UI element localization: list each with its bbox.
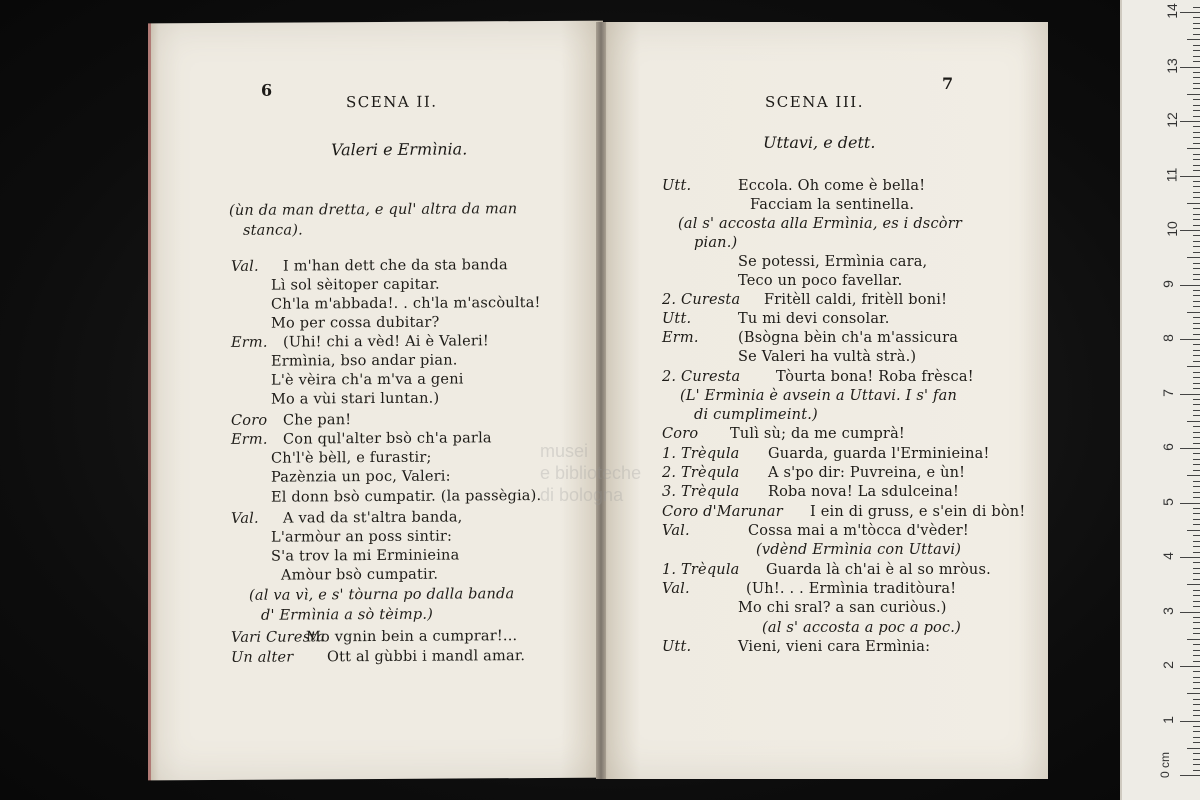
verse-line: (Bsògna bèin ch'a m'assicura bbox=[738, 330, 959, 346]
stage-direction: pian.) bbox=[694, 235, 738, 251]
ruler-tick bbox=[1193, 165, 1200, 166]
stage-direction: (L' Ermìnia è avsein a Uttavi. I s' fan bbox=[680, 388, 957, 404]
ruler-tick bbox=[1193, 214, 1200, 215]
verse-line: Vieni, vieni cara Ermìnia: bbox=[738, 639, 931, 655]
verse-line: El donn bsò cumpatir. (la passègia). bbox=[271, 487, 542, 506]
ruler-tick bbox=[1193, 306, 1200, 307]
ruler-tick bbox=[1193, 383, 1200, 384]
ruler-tick bbox=[1180, 121, 1200, 122]
verse-line: Facciam la sentinella. bbox=[750, 197, 915, 213]
ruler-tick bbox=[1193, 508, 1200, 509]
verse-line: Cossa mai a m'tòcca d'vèder! bbox=[748, 523, 969, 539]
stage-direction: di cumplimeint.) bbox=[694, 407, 818, 423]
ruler-tick bbox=[1180, 176, 1200, 177]
ruler-tick bbox=[1193, 497, 1200, 498]
ruler-tick bbox=[1193, 301, 1200, 302]
ruler-tick bbox=[1193, 279, 1200, 280]
ruler-tick bbox=[1193, 72, 1200, 73]
ruler-tick bbox=[1193, 699, 1200, 700]
speaker-label: Val. bbox=[662, 581, 690, 597]
left-page bbox=[148, 21, 603, 781]
verse-line: Guarda, guarda l'Erminieina! bbox=[768, 446, 990, 462]
ruler-tick bbox=[1193, 61, 1200, 62]
speaker-label: 2. Curesta bbox=[662, 292, 741, 308]
ruler-tick bbox=[1180, 612, 1200, 613]
speaker-label: Erm. bbox=[662, 330, 699, 346]
speaker-label: Utt. bbox=[662, 178, 692, 194]
ruler-tick bbox=[1193, 399, 1200, 400]
ruler-tick bbox=[1187, 530, 1200, 531]
ruler-tick bbox=[1193, 323, 1200, 324]
stage-direction: (vdènd Ermìnia con Uttavi) bbox=[756, 542, 962, 558]
ruler-tick bbox=[1180, 557, 1200, 558]
stage-direction: (al s' accosta a poc a poc.) bbox=[762, 620, 961, 636]
ruler-tick bbox=[1193, 590, 1200, 591]
ruler-tick bbox=[1193, 492, 1200, 493]
ruler-tick bbox=[1193, 622, 1200, 623]
ruler-number: 14 bbox=[1163, 3, 1180, 19]
ruler-tick bbox=[1193, 181, 1200, 182]
ruler-tick bbox=[1193, 753, 1200, 754]
ruler-tick bbox=[1193, 688, 1200, 689]
ruler-tick bbox=[1187, 475, 1200, 476]
ruler-tick bbox=[1193, 552, 1200, 553]
ruler-tick bbox=[1187, 693, 1200, 694]
ruler-tick bbox=[1193, 241, 1200, 242]
ruler-tick bbox=[1193, 252, 1200, 253]
verse-line: A s'po dir: Puvreina, e ùn! bbox=[768, 465, 966, 481]
ruler-tick bbox=[1193, 682, 1200, 683]
ruler-tick bbox=[1193, 132, 1200, 133]
speaker-label: 3. Trèqula bbox=[662, 484, 740, 500]
ruler-tick bbox=[1193, 519, 1200, 520]
ruler-tick bbox=[1193, 137, 1200, 138]
verse-line: Pazènzia un poc, Valeri: bbox=[271, 468, 451, 486]
ruler-tick bbox=[1193, 541, 1200, 542]
ruler-tick bbox=[1193, 579, 1200, 580]
ruler-tick bbox=[1193, 443, 1200, 444]
verse-line: (Uh!. . . Ermìnia traditòura! bbox=[746, 581, 957, 597]
ruler-tick bbox=[1180, 503, 1200, 504]
ruler-tick bbox=[1193, 192, 1200, 193]
ruler-tick bbox=[1180, 775, 1200, 776]
ruler-tick bbox=[1193, 154, 1200, 155]
ruler-tick bbox=[1193, 715, 1200, 716]
ruler-tick bbox=[1193, 295, 1200, 296]
ruler-number: 9 bbox=[1159, 279, 1176, 288]
ruler-tick bbox=[1193, 535, 1200, 536]
ruler-tick bbox=[1193, 328, 1200, 329]
verse-line: Tòurta bona! Roba frèsca! bbox=[776, 369, 974, 385]
ruler-tick bbox=[1193, 601, 1200, 602]
ruler-number: 11 bbox=[1163, 167, 1180, 182]
verse-line: Roba nova! La sdulceina! bbox=[768, 484, 960, 500]
ruler-tick bbox=[1193, 23, 1200, 24]
ruler-tick bbox=[1193, 377, 1200, 378]
ruler-tick bbox=[1180, 230, 1200, 231]
ruler-tick bbox=[1193, 99, 1200, 100]
page-number-right: 7 bbox=[942, 74, 954, 93]
verse-line: Guarda là ch'ai è al so mròus. bbox=[766, 562, 991, 578]
ruler-tick bbox=[1193, 671, 1200, 672]
speaker-label: 1. Trèqula bbox=[662, 562, 740, 578]
ruler-tick bbox=[1180, 721, 1200, 722]
ruler-tick bbox=[1193, 742, 1200, 743]
verse-line: A vad da st'altra banda, bbox=[283, 509, 463, 527]
ruler-tick bbox=[1180, 285, 1200, 286]
speaker-label: 2. Trèqula bbox=[662, 465, 740, 481]
right-page bbox=[600, 22, 1048, 779]
ruler-tick bbox=[1193, 246, 1200, 247]
ruler-number: 10 bbox=[1163, 221, 1180, 237]
ruler-number: 8 bbox=[1159, 334, 1176, 342]
ruler-tick bbox=[1193, 116, 1200, 117]
verse-line: Teco un poco favellar. bbox=[738, 273, 903, 289]
ruler-tick bbox=[1180, 67, 1200, 68]
measurement-ruler bbox=[1120, 0, 1200, 800]
verse-line: Mo chi sral? a san curiòus.) bbox=[738, 600, 947, 616]
speaker-label: Erm. bbox=[231, 334, 268, 351]
ruler-tick bbox=[1193, 372, 1200, 373]
ruler-tick bbox=[1193, 404, 1200, 405]
page-number-left: 6 bbox=[261, 80, 273, 100]
ruler-tick bbox=[1193, 17, 1200, 18]
ruler-tick bbox=[1193, 110, 1200, 111]
verse-line: Tulì sù; da me cumprà! bbox=[730, 426, 905, 442]
ruler-tick bbox=[1187, 39, 1200, 40]
verse-line: I ein di gruss, e s'ein di bòn! bbox=[810, 504, 1026, 520]
ruler-tick bbox=[1187, 584, 1200, 585]
ruler-tick bbox=[1193, 186, 1200, 187]
speaker-label: Coro bbox=[231, 412, 268, 429]
ruler-tick bbox=[1187, 94, 1200, 95]
ruler-number: 13 bbox=[1163, 57, 1180, 74]
ruler-tick bbox=[1187, 257, 1200, 258]
ruler-number: 1 bbox=[1159, 715, 1176, 724]
ruler-tick bbox=[1193, 437, 1200, 438]
stage-direction: (ùn da man dretta, e qul' altra da man bbox=[229, 201, 518, 219]
ruler-tick bbox=[1193, 737, 1200, 738]
ruler-tick bbox=[1193, 126, 1200, 127]
ruler-tick bbox=[1193, 633, 1200, 634]
ruler-tick bbox=[1193, 235, 1200, 236]
speaker-label: Val. bbox=[662, 523, 690, 539]
ruler-tick bbox=[1187, 748, 1200, 749]
ruler-number: 5 bbox=[1159, 497, 1176, 506]
ruler-tick bbox=[1193, 464, 1200, 465]
ruler-tick bbox=[1187, 366, 1200, 367]
speaker-label: Erm. bbox=[231, 431, 268, 448]
speaker-label: Coro bbox=[662, 426, 699, 442]
ruler-tick bbox=[1193, 225, 1200, 226]
ruler-tick bbox=[1193, 274, 1200, 275]
verse-line: Ch'la m'abbada!. . ch'la m'ascòulta! bbox=[271, 294, 541, 313]
ruler-tick bbox=[1180, 339, 1200, 340]
verse-line: Tu mi devi consolar. bbox=[738, 311, 890, 327]
ruler-tick bbox=[1193, 88, 1200, 89]
scene-title-right: SCENA III. bbox=[765, 93, 864, 111]
ruler-tick bbox=[1193, 628, 1200, 629]
ruler-number: 3 bbox=[1159, 606, 1176, 615]
verse-line: Se potessi, Ermìnia cara, bbox=[738, 254, 928, 270]
ruler-tick bbox=[1193, 77, 1200, 78]
ruler-tick bbox=[1193, 606, 1200, 607]
ruler-tick bbox=[1187, 421, 1200, 422]
speaker-label: 2. Curesta bbox=[662, 369, 741, 385]
ruler-tick bbox=[1193, 268, 1200, 269]
ruler-number: 12 bbox=[1163, 112, 1180, 128]
ruler-tick bbox=[1187, 148, 1200, 149]
ruler-tick bbox=[1193, 513, 1200, 514]
speaker-label: Utt. bbox=[662, 311, 692, 327]
ruler-tick bbox=[1187, 203, 1200, 204]
verse-line: Ermìnia, bso andar pian. bbox=[271, 352, 458, 370]
ruler-tick bbox=[1193, 453, 1200, 454]
ruler-tick bbox=[1180, 448, 1200, 449]
ruler-tick bbox=[1193, 661, 1200, 662]
speaker-label: Val. bbox=[231, 510, 259, 527]
ruler-tick bbox=[1180, 12, 1200, 13]
ruler-tick bbox=[1193, 344, 1200, 345]
ruler-tick bbox=[1193, 415, 1200, 416]
speaker-label: Vari Curesta bbox=[231, 629, 326, 646]
speaker-label: Coro d'Marunar bbox=[662, 504, 783, 520]
characters-left: Valeri e Ermìnia. bbox=[331, 139, 468, 160]
ruler-tick bbox=[1193, 34, 1200, 35]
stage-direction: d' Ermìnia a sò tèimp.) bbox=[261, 606, 433, 624]
verse-line: L'armòur an poss sintir: bbox=[271, 528, 453, 546]
verse-line: Se Valeri ha vultà strà.) bbox=[738, 349, 917, 365]
ruler-tick bbox=[1193, 481, 1200, 482]
ruler-tick bbox=[1193, 143, 1200, 144]
characters-right: Uttavi, e dett. bbox=[763, 133, 876, 152]
ruler-number: 2 bbox=[1159, 661, 1176, 669]
watermark-line-3: di bologna bbox=[540, 485, 624, 505]
ruler-tick bbox=[1193, 595, 1200, 596]
ruler-tick bbox=[1193, 644, 1200, 645]
ruler-tick bbox=[1193, 432, 1200, 433]
ruler-tick bbox=[1193, 617, 1200, 618]
ruler-tick bbox=[1193, 568, 1200, 569]
ruler-tick bbox=[1193, 459, 1200, 460]
verse-line: Ott al gùbbi i mandl amar. bbox=[327, 648, 526, 666]
ruler-tick bbox=[1193, 45, 1200, 46]
ruler-tick bbox=[1193, 170, 1200, 171]
verse-line: (Uhi! chi a vèd! Ai è Valeri! bbox=[283, 333, 489, 351]
ruler-tick bbox=[1193, 486, 1200, 487]
museum-watermark bbox=[540, 440, 720, 506]
verse-line: Ch'l'è bèll, e furastir; bbox=[271, 449, 432, 467]
ruler-tick bbox=[1193, 263, 1200, 264]
ruler-tick bbox=[1180, 394, 1200, 395]
ruler-tick bbox=[1193, 290, 1200, 291]
scene-title-left: SCENA II. bbox=[346, 92, 438, 112]
ruler-tick bbox=[1193, 731, 1200, 732]
stage-direction: (al s' accosta alla Ermìnia, es i dscòrr bbox=[678, 216, 962, 232]
ruler-unit-label: 0 cm bbox=[1158, 751, 1173, 779]
book-gutter bbox=[596, 22, 606, 779]
ruler-tick bbox=[1193, 197, 1200, 198]
verse-line: Che pan! bbox=[283, 412, 352, 429]
verse-line: Mo a vùi stari luntan.) bbox=[271, 390, 440, 408]
verse-line: S'a trov la mi Erminieina bbox=[271, 547, 460, 565]
ruler-tick bbox=[1193, 361, 1200, 362]
ruler-tick bbox=[1193, 159, 1200, 160]
ruler-number: 6 bbox=[1159, 443, 1176, 451]
ruler-tick bbox=[1193, 426, 1200, 427]
stage-direction: stanca). bbox=[243, 222, 303, 239]
ruler-tick bbox=[1193, 710, 1200, 711]
speaker-label: Utt. bbox=[662, 639, 692, 655]
verse-line: Amòur bsò cumpatir. bbox=[281, 566, 439, 584]
verse-line: L'è vèira ch'a m'va a geni bbox=[271, 371, 464, 389]
ruler-tick bbox=[1193, 562, 1200, 563]
ruler-tick bbox=[1180, 666, 1200, 667]
ruler-tick bbox=[1193, 764, 1200, 765]
ruler-tick bbox=[1193, 470, 1200, 471]
ruler-tick bbox=[1193, 334, 1200, 335]
verse-line: I m'han dett che da sta banda bbox=[283, 257, 508, 275]
ruler-tick bbox=[1193, 105, 1200, 106]
ruler-tick bbox=[1193, 50, 1200, 51]
stage-direction: (al va vì, e s' tòurna po dalla banda bbox=[249, 586, 515, 604]
verse-line: Fritèll caldi, fritèll boni! bbox=[764, 292, 948, 308]
verse-line: Mo per cossa dubitar? bbox=[271, 314, 440, 332]
verse-line: Con qul'alter bsò ch'a parla bbox=[283, 430, 492, 448]
ruler-tick bbox=[1193, 7, 1200, 8]
ruler-tick bbox=[1193, 317, 1200, 318]
ruler-tick bbox=[1193, 546, 1200, 547]
ruler-tick bbox=[1193, 388, 1200, 389]
ruler-tick bbox=[1193, 355, 1200, 356]
ruler-tick bbox=[1193, 655, 1200, 656]
ruler-tick bbox=[1193, 573, 1200, 574]
verse-line: Eccola. Oh come è bella! bbox=[738, 178, 926, 194]
speaker-label: Val. bbox=[231, 258, 259, 275]
ruler-tick bbox=[1193, 770, 1200, 771]
ruler-tick bbox=[1193, 726, 1200, 727]
ruler-tick bbox=[1193, 524, 1200, 525]
verse-line: Mo vgnin bein a cumprar!... bbox=[306, 628, 518, 646]
ruler-tick bbox=[1193, 704, 1200, 705]
ruler-tick bbox=[1193, 759, 1200, 760]
speaker-label: 1. Trèqula bbox=[662, 446, 740, 462]
ruler-tick bbox=[1193, 56, 1200, 57]
verse-line: Lì sol sèitoper capitar. bbox=[271, 276, 440, 294]
ruler-tick bbox=[1193, 677, 1200, 678]
ruler-tick bbox=[1193, 410, 1200, 411]
ruler-tick bbox=[1193, 28, 1200, 29]
ruler-tick bbox=[1193, 650, 1200, 651]
ruler-tick bbox=[1193, 83, 1200, 84]
ruler-tick bbox=[1187, 639, 1200, 640]
watermark-line-1: musei bbox=[540, 441, 589, 461]
speaker-label: Un alter bbox=[231, 649, 294, 666]
ruler-number: 7 bbox=[1159, 388, 1176, 397]
ruler-tick bbox=[1193, 350, 1200, 351]
ruler-tick bbox=[1193, 208, 1200, 209]
open-book bbox=[148, 22, 1048, 779]
ruler-tick bbox=[1193, 219, 1200, 220]
ruler-number: 4 bbox=[1159, 552, 1176, 560]
ruler-tick bbox=[1187, 312, 1200, 313]
watermark-line-2: e biblioteche bbox=[540, 463, 642, 483]
